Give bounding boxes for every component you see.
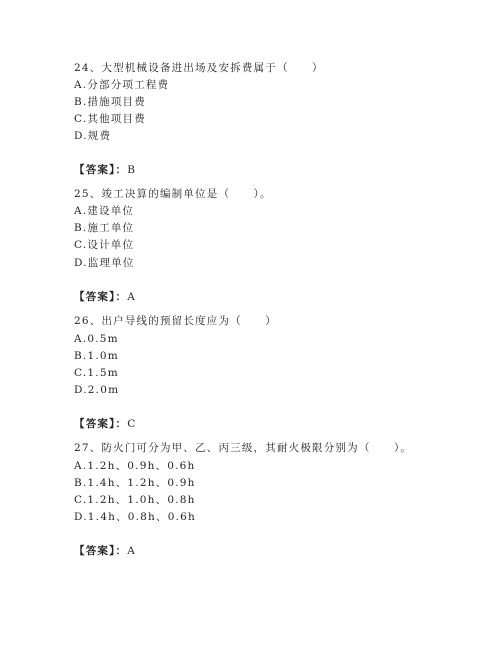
answer-value: A [127,545,137,557]
question-24-option-a: A.分部分项工程费 [74,79,170,91]
question-27-stem: 27、防火门可分为甲、乙、丙三级，其耐火极限分别为（ ）。 [74,442,413,454]
question-27-answer [74,544,136,558]
question-27-option-b: B.1.4h、1.2h、0.9h [74,477,196,489]
question-26-option-b: B.1.0m [74,350,119,362]
question-25-option-d: D.监理单位 [74,257,135,269]
question-25-option-a: A.建设单位 [74,205,135,217]
question-26-option-a: A.0.5m [74,333,119,345]
question-24-option-b: B.措施项目费 [74,96,146,108]
question-25-option-b: B.施工单位 [74,222,135,234]
answer-label: 【答案】： [74,545,128,557]
question-26-option-d: D.2.0m [74,384,120,396]
question-25-option-c: C.设计单位 [74,239,135,251]
answer-label: 【答案】： [74,164,128,176]
question-27-option-a: A.1.2h、0.9h、0.6h [74,460,196,472]
answer-value: B [127,164,137,176]
question-25-answer [74,290,136,304]
answer-label: 【答案】： [74,418,128,430]
question-24-stem: 24、大型机械设备进出场及安拆费属于（ ） [74,62,324,74]
question-26-option-c: C.1.5m [74,367,119,379]
question-27-option-d: D.1.4h、0.8h、0.6h [74,511,196,523]
question-27-option-c: C.1.2h、1.0h、0.8h [74,494,196,506]
answer-label: 【答案】： [74,291,128,303]
question-24-option-c: C.其他项目费 [74,113,146,125]
question-26-answer [74,417,136,431]
answer-value: C [127,418,137,430]
answer-value: A [127,291,137,303]
question-26-stem: 26、出户导线的预留长度应为（ ） [74,315,277,327]
question-24-answer [74,163,136,177]
question-24-option-d: D.规费 [74,130,112,142]
question-25-stem: 25、竣工决算的编制单位是（ ）。 [74,188,272,200]
